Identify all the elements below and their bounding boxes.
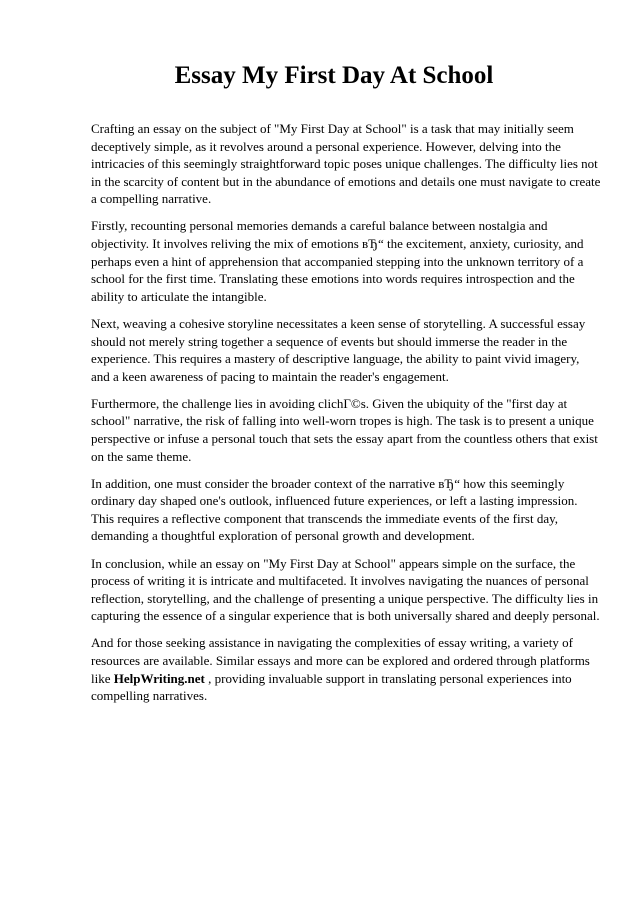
paragraph-next: Next, weaving a cohesive storyline necessitates a keen sense of storytelling. A successful essay should not merely string together a sequence of events but should immerse the reader in the experience. This requires a mastery of descriptive language, the ability to paint vivid imagery, and a keen awareness of pacing to maintain the reader's engagement.: [91, 315, 586, 384]
paragraph-furthermore: Furthermore, the challenge lies in avoiding clichГ©s. Given the ubiquity of the "first day at school" narrative, the risk of falling into well-worn tropes is high. The task is to present a unique perspective or infuse a personal touch that sets the essay apart from the countless others that exist on the same theme.: [91, 395, 598, 464]
paragraph-in-addition: In addition, one must consider the broader context of the narrative вЂ“ how this seemingly ordinary day shaped one's outlook, influenced future experiences, or left a lasting impression. This requires a reflective component that transcends the immediate events of the first day, demanding a thoughtful exploration of personal growth and development.: [91, 475, 578, 544]
closing-text-before-link: And for those seeking assistance in navigating the complexities of essay writing, a variety of resources are available. Similar essays and more can be explored and ordered through platforms like: [91, 635, 590, 686]
paragraph-closing: [91, 634, 601, 704]
paragraph-conclusion: In conclusion, while an essay on "My First Day at School" appears simple on the surface, the process of writing it is intricate and multifaceted. It involves navigating the nuances of personal reflection, storytelling, and the challenge of presenting a unique perspective. The difficulty lies in capturing the essence of a singular experience that is both universally shared and deeply personal.: [91, 555, 600, 624]
paragraph-intro: Crafting an essay on the subject of "My First Day at School" is a task that may initially seem deceptively simple, as it revolves around a personal experience. However, delving into the intricacies of this seemingly straightforward topic poses unique challenges. The difficulty lies not in the scarcity of content but in the abundance of emotions and details one must navigate to create a compelling narrative.: [91, 121, 601, 207]
essay-body: [91, 120, 601, 714]
paragraph-firstly: Firstly, recounting personal memories demands a careful balance between nostalgia and objectivity. It involves reliving the mix of emotions вЂ“ the excitement, anxiety, curiosity, and perhaps even a hint of apprehension that accompanied stepping into the unknown territory of a school for the first time. Translating these emotions into words requires introspection and the ability to articulate the intangible.: [91, 218, 584, 304]
closing-text-after-link: , providing invaluable support in translating personal experiences into compelling narratives.: [91, 670, 572, 704]
page-title: Essay My First Day At School: [174, 62, 494, 89]
helpwriting-link[interactable]: HelpWriting.net: [113, 670, 205, 686]
